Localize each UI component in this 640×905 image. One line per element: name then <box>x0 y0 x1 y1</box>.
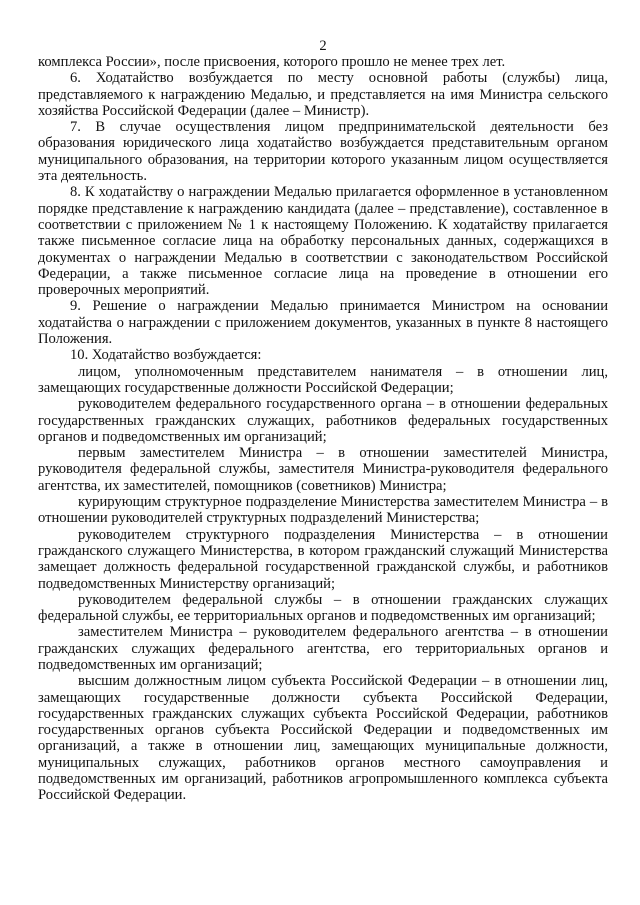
paragraph-8: 8. К ходатайству о награждении Медалью прилагается оформленное в установленном порядке представление к награждению кандидата (далее – представление), составленное в соответствии с приложением № 1 к настоящему Положению. К ходатайству прилагается также письменное согласие лица на обработку персональных данных, содержащихся в документах о награждении Медалью в соответствии с законодательством Российской Федерации, а также письменное согласие лица на проведение в отношении его проверочных мероприятий. <box>38 184 608 299</box>
paragraph-6: 6. Ходатайство возбуждается по месту основной работы (службы) лица, представляемого к награждению Медалью, и представляется на имя Министра сельского хозяйства Российской Федерации (далее – Министр). <box>38 70 608 119</box>
list-item: курирующим структурное подразделение Министерства заместителем Министра – в отношении руководителей структурных подразделений Министерства; <box>38 494 608 527</box>
list-item: руководителем федерального государственного органа – в отношении федеральных государственных гражданских служащих, работников федеральных государственных органов и подведомственных им организаций; <box>38 396 608 445</box>
paragraph-10: 10. Ходатайство возбуждается: <box>70 347 262 364</box>
list-item: лицом, уполномоченным представителем нанимателя – в отношении лиц, замещающих государственные должности Российской Федерации; <box>38 363 608 396</box>
document-body <box>38 54 608 804</box>
document-page <box>38 0 608 804</box>
list-item: первым заместителем Министра – в отношении заместителей Министра, руководителя федеральной службы, заместителя Министра-руководителя федерального агентства, их заместителей, помощников (советников) Министра; <box>38 445 608 494</box>
paragraph-9: 9. Решение о награждении Медалью принимается Министром на основании ходатайства о награждении с приложением документов, указанных в пункте 8 настоящего Положения. <box>38 298 608 348</box>
list-item: руководителем структурного подразделения Министерства – в отношении гражданского служащего Министерства, в котором гражданский служащий Министерства замещает должность федеральной государственной гражданской службы, и работников подведомственных Министерству организаций; <box>38 526 608 592</box>
list-item: заместителем Министра – руководителем федерального агентства – в отношении гражданских служащих федерального агентства, его территориальных органов и подведомственных им организаций; <box>38 624 608 673</box>
list-item: руководителем федеральной службы – в отношении гражданских служащих федеральной службы, ее территориальных органов и подведомственных им организаций; <box>38 591 608 625</box>
page-number: 2 <box>319 38 327 54</box>
paragraph-7: 7. В случае осуществления лицом предпринимательской деятельности без образования юридического лица ходатайство возбуждается представительным органом муниципального образования, на территории которого указанным лицом осуществляется эта деятельность. <box>38 119 608 185</box>
list-item: высшим должностным лицом субъекта Российской Федерации – в отношении лиц, замещающих государственные должности субъекта Российской Федерации, государственных гражданских служащих субъекта Российской Федерации, работников государственных органов субъекта Российской Федерации и подведомственных им организаций, а также в отношении лиц, замещающих муниципальные должности, муниципальных служащих, работников органов местного самоуправления и подведомственных им организаций, работников агропромышленного комплекса субъекта Российской Федерации. <box>38 673 608 804</box>
paragraph-continuation: комплекса России», после присвоения, которого прошло не менее трех лет. <box>38 54 506 70</box>
